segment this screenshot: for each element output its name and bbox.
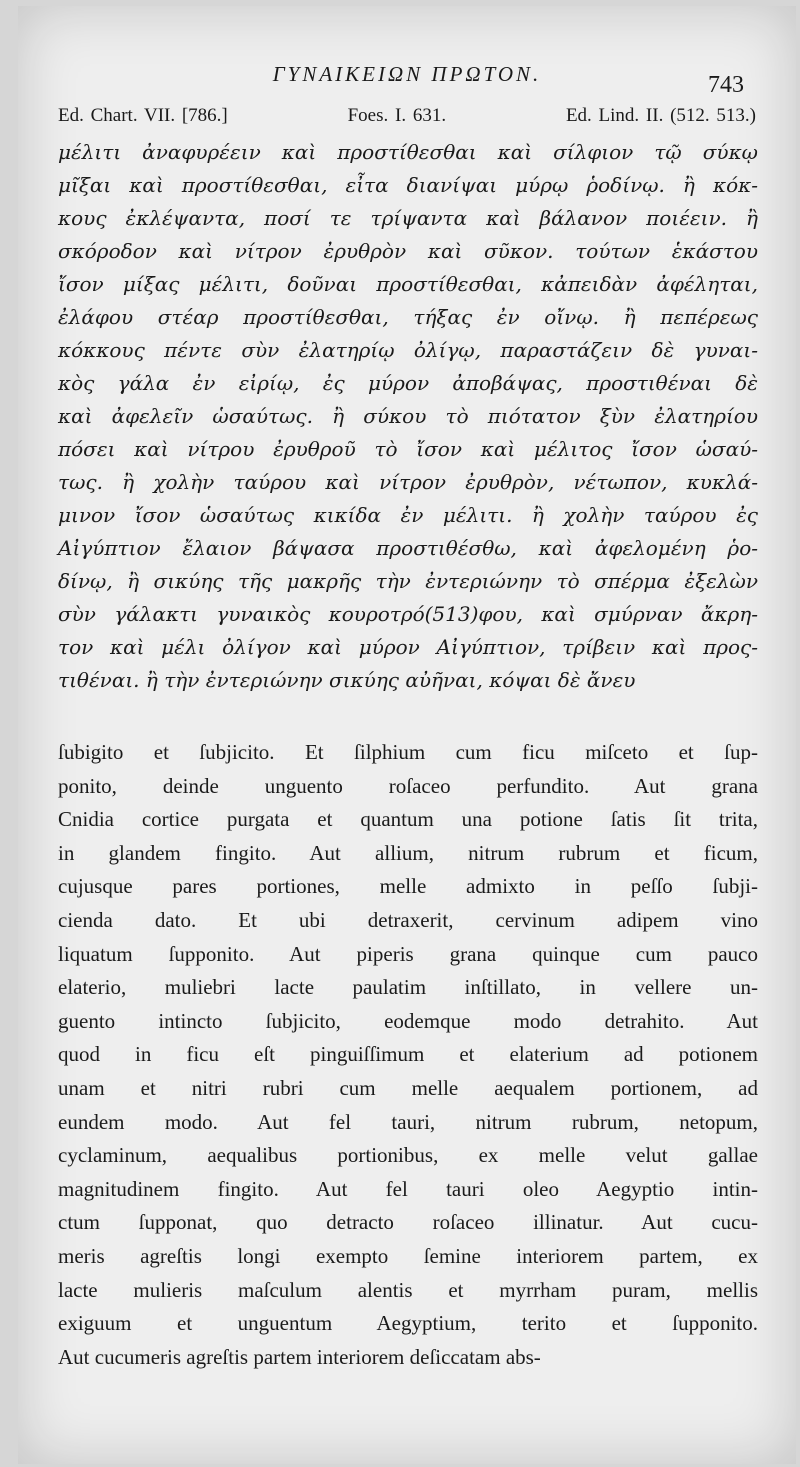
latin-line: magnitudinem fingito. Aut fel tauri oleo Aegyptio intin- — [58, 1176, 758, 1201]
greek-line: μῖξαι καὶ προστίθεσθαι, εἶτα διανίψαι μύρῳ ῥοδίνῳ. ἢ κόκ- — [58, 173, 758, 197]
latin-line: elaterio, muliebri lacte paulatim inſtillato, in vellere un- — [58, 975, 758, 1000]
greek-line: τον καὶ μέλι ὀλίγον καὶ μύρον Αἰγύπτιον, τρίβειν καὶ προς- — [58, 635, 758, 659]
greek-text-block — [58, 136, 758, 697]
latin-text-block — [58, 736, 758, 1374]
running-title: ΓΥΝΑΙΚΕΙΩΝ ΠΡΩΤΟΝ. — [272, 62, 542, 86]
greek-line: μινον ἴσον ὡσαύτως κικίδα ἐν μέλιτι. ἢ χολὴν ταύρου ἐς — [58, 503, 758, 527]
latin-line: ſubigito et ſubjicito. Et ſilphium cum ficu miſceto et ſup- — [58, 740, 758, 764]
greek-line: καὶ ἀφελεῖν ὡσαύτως. ἢ σύκου τὸ πιότατον ξὺν ἐλατηρίου — [58, 404, 758, 428]
edition-references — [58, 105, 756, 127]
greek-line: ἐλάφου στέαρ προστίθεσθαι, τήξας ἐν οἴνῳ. ἢ πεπέρεως — [58, 305, 758, 329]
edition-lind: Ed. Lind. II. (512. 513.) — [565, 105, 756, 126]
latin-line: cujusque pares portiones, melle admixto in peſſo ſubji- — [58, 874, 758, 899]
greek-line: τιθέναι. ἢ τὴν ἐντεριώνην σικύης αὐῆναι, κόψαι δὲ ἄνευ — [58, 668, 636, 692]
greek-line: κους ἐκλέψαντα, ποσί τε τρίψαντα καὶ βάλανον ποιέειν. ἢ — [58, 206, 758, 230]
latin-line: guento intincto ſubjicito, eodemque modo detrahito. Aut — [58, 1008, 758, 1033]
latin-line: lacte mulieris maſculum alentis et myrrham puram, mellis — [58, 1277, 758, 1302]
greek-line: κὸς γάλα ἐν εἰρίῳ, ἐς μύρον ἀποβάψας, προστιθέναι δὲ — [58, 371, 758, 395]
greek-line: κόκκους πέντε σὺν ἐλατηρίῳ ὀλίγῳ, παραστάζειν δὲ γυναι- — [58, 338, 758, 362]
greek-line: Αἰγύπτιον ἔλαιον βάψασα προστιθέσθω, καὶ ἀφελομένη ῥο- — [58, 536, 758, 560]
latin-line: ctum ſupponat, quo detracto roſaceo illinatur. Aut cucu- — [58, 1210, 758, 1235]
latin-line: eundem modo. Aut fel tauri, nitrum rubrum, netopum, — [58, 1109, 758, 1134]
latin-line: exiguum et unguentum Aegyptium, terito et ſupponito. — [58, 1311, 758, 1336]
greek-line: σκόροδον καὶ νίτρον ἐρυθρὸν καὶ σῦκον. τούτων ἑκάστου — [58, 239, 758, 263]
edition-foesius: Foes. I. 631. — [347, 105, 447, 126]
latin-line: liquatum ſupponito. Aut piperis grana quinque cum pauco — [58, 941, 758, 966]
greek-line: πόσει καὶ νίτρου ἐρυθροῦ τὸ ἴσον καὶ μέλιτος ἴσον ὡσαύ- — [58, 437, 758, 461]
latin-line: unam et nitri rubri cum melle aequalem portionem, ad — [58, 1075, 758, 1100]
latin-line: ponito, deinde unguento roſaceo perfundito. Aut grana — [58, 773, 758, 798]
latin-line: Cnidia cortice purgata et quantum una potione ſatis ſit trita, — [58, 807, 758, 832]
page-number: 743 — [708, 72, 744, 98]
latin-line: cyclaminum, aequalibus portionibus, ex melle velut gallae — [58, 1143, 758, 1168]
greek-line: ἴσον μίξας μέλιτι, δοῦναι προστίθεσθαι, κἀπειδὰν ἀφέληται, — [58, 272, 758, 296]
edition-chartier: Ed. Chart. VII. [786.] — [58, 105, 228, 126]
latin-line: cienda dato. Et ubi detraxerit, cervinum adipem vino — [58, 907, 758, 932]
latin-line: Aut cucumeris agreſtis partem interiorem deſiccatam abs- — [58, 1344, 541, 1369]
book-page — [18, 6, 796, 1464]
greek-line: δίνῳ, ἢ σικύης τῆς μακρῆς τὴν ἐντεριώνην τὸ σπέρμα ἐξελὼν — [58, 569, 758, 593]
greek-line: τως. ἢ χολὴν ταύρου καὶ νίτρον ἐρυθρὸν, νέτωπον, κυκλά- — [58, 470, 758, 494]
greek-line: μέλιτι ἀναφυρέειν καὶ προστίθεσθαι καὶ σίλφιον τῷ σύκῳ — [58, 140, 758, 164]
latin-line: meris agreſtis longi exempto ſemine interiorem partem, ex — [58, 1243, 758, 1268]
latin-line: in glandem fingito. Aut allium, nitrum rubrum et ficum, — [58, 840, 758, 865]
greek-line: σὺν γάλακτι γυναικὸς κουροτρό(513)φου, καὶ σμύρναν ἄκρη- — [58, 602, 758, 626]
latin-line: quod in ficu eſt pinguiſſimum et elaterium ad potionem — [58, 1042, 758, 1067]
